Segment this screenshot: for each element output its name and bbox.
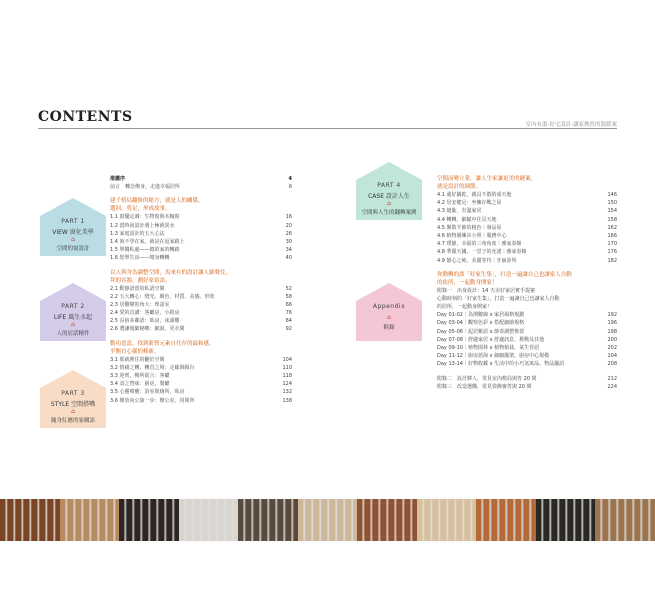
title-rule	[38, 128, 617, 129]
toc-entry-page: 26	[285, 230, 292, 237]
toc-entry-title: 4.2 居安健足：坐擁在戰之屋	[437, 200, 502, 207]
toc-entry-title: 3.5 心靈療癒：浴室與廁所，臥房	[110, 389, 185, 396]
toc-entry-title: 1.6 您單生活——彎身轉轉	[110, 255, 170, 262]
part-label: Appendix	[372, 303, 406, 310]
toc-entry-title: 4.5 聚散半節的粗色｜發品屋	[437, 224, 502, 231]
toc-entry-title: Day 03-04｜觀察色彩 x 搭配細節規格	[437, 320, 525, 327]
wood-swatch	[298, 499, 358, 541]
toc-section-1	[110, 213, 292, 262]
toc-entry[interactable]	[110, 213, 292, 221]
toc-entry-page: 224	[607, 383, 617, 390]
toc-entry-title: 心動時刻的「好家生集」，打造一遍讓自己也讓家人自動	[437, 295, 560, 302]
section-intro: 建子格局翻修的秘方，就是人的關係，	[110, 198, 204, 205]
toc-entry-page: 92	[285, 326, 292, 333]
toc-entry[interactable]	[437, 328, 617, 336]
part-name: LIFE 風生水起	[53, 314, 93, 321]
toc-entry-page: 110	[282, 364, 292, 371]
toc-entry[interactable]	[110, 254, 292, 262]
toc-entry-page: 30	[285, 238, 292, 245]
toc-entry-title: 3.6 開放向公演一步：辦公室，用問所	[110, 397, 195, 404]
toc-entry[interactable]	[110, 246, 292, 254]
toc-entry[interactable]	[437, 224, 617, 232]
toc-entry[interactable]	[437, 199, 617, 207]
toc-entry[interactable]	[437, 207, 617, 215]
toc-entry[interactable]	[110, 317, 292, 325]
toc-entry-title: Day 13-14｜好物收藏 x 生活中的小巧氫寓品、物品擺語	[437, 361, 565, 368]
toc-entry[interactable]	[110, 293, 292, 301]
toc-entry-page: 16	[285, 214, 292, 221]
wood-texture-strip	[0, 499, 655, 541]
toc-entry-title: 4.9 靜心之純，美麗等待｜牙齒診所	[437, 257, 517, 264]
toc-entry-page: 176	[607, 249, 617, 256]
section-intro: 動功造設，找到新營元素自任存的最和感，	[110, 340, 215, 347]
toc-entry-title: 3.1 那就裡住的翻於空間	[110, 356, 165, 363]
section-intro: 空間而變立業，讓人生家讓更美的縫案，	[437, 176, 537, 182]
toc-right-column	[437, 175, 617, 391]
toc-entry-title: 4.7 璞靜，幸福的三角角度｜雅家春館	[437, 241, 522, 248]
toc-entry-page: 84	[285, 318, 292, 325]
toc-entry-page: 40	[285, 255, 292, 262]
part-name: CASE 設計人生	[368, 193, 410, 200]
section-intro: 選回、剪足，形成故事。	[110, 206, 171, 213]
toc-entry-title: 4.6 植物園練歩小照｜服務中心	[437, 232, 507, 239]
toc-entry-title: 的居所，一起動身開家！	[437, 304, 493, 311]
toc-entry[interactable]	[110, 230, 292, 238]
toc-entry[interactable]	[437, 240, 617, 248]
toc-entry-page: 202	[607, 345, 617, 351]
toc-entry[interactable]	[437, 319, 617, 327]
wood-swatch	[476, 499, 536, 541]
wood-swatch	[536, 499, 596, 541]
toc-entry[interactable]	[437, 303, 617, 311]
wood-swatch	[119, 499, 179, 541]
toc-entry-page: 66	[285, 301, 292, 308]
toc-entry-title: 4.3 縫紮，有溫家居	[437, 208, 482, 215]
part-name: STYLE 空間搭嘴	[50, 401, 96, 408]
toc-entry[interactable]: 前言 轉念煥身，走進幸福居所 6	[110, 184, 292, 191]
toc-entry-page: 154	[607, 208, 617, 215]
wood-swatch	[0, 499, 60, 541]
toc-entry-title: 2.3 居難變的角大：理話室	[110, 301, 170, 308]
toc-appendix-end	[437, 375, 617, 391]
toc-appendix	[437, 287, 617, 369]
house-icon: ⌂	[387, 200, 391, 207]
toc-entry-title: 2.6 選謙後細秘略：細說、更衣間	[110, 326, 185, 333]
toc-entry-page: 34	[285, 247, 292, 254]
toc-entry-title: 1.2 當時尚設計遇上極就異水	[110, 222, 175, 229]
toc-entry[interactable]	[110, 222, 292, 230]
wood-swatch	[595, 499, 655, 541]
toc-entry-page: 204	[607, 353, 617, 360]
toc-entry[interactable]	[110, 364, 292, 372]
toc-entry-title: 2.2 五大轉心：燈光、顏色、材質、美感、形狀	[110, 293, 215, 300]
toc-entry[interactable]	[110, 356, 292, 364]
part2-house	[40, 283, 106, 341]
wood-swatch	[179, 499, 239, 541]
house-icon: ⌂	[71, 321, 75, 328]
part-caption: 附錄	[383, 325, 395, 331]
section-intro: 拜的容器，劃好家宿語。	[110, 277, 171, 284]
toc-entry-page: 124	[282, 381, 292, 388]
toc-entry[interactable]	[110, 301, 292, 309]
section-intro: 就是設計的細節。	[437, 184, 482, 190]
toc-entry-page: 208	[607, 361, 617, 368]
house-icon: ⌂	[387, 314, 391, 321]
toc-entry[interactable]	[110, 238, 292, 246]
toc-entry-page: 138	[282, 397, 292, 404]
toc-entry-page: 212	[607, 375, 617, 382]
toc-entry-page: 20	[285, 222, 292, 229]
toc-entry[interactable]	[437, 287, 617, 295]
toc-entry-title: 附錄二 設計夥人，常見室內格局與答 20 問	[437, 375, 537, 382]
toc-entry[interactable]	[110, 380, 292, 388]
part-caption: 空間與人生的翻轉案例	[361, 210, 417, 216]
part-name: VIEW 窗化美學	[52, 229, 94, 236]
toc-entry-page: 132	[282, 389, 292, 396]
part-label: PART 4	[377, 182, 401, 189]
toc-entry[interactable]	[437, 295, 617, 303]
toc-entry[interactable]	[437, 191, 617, 199]
page-subtitle: 室內有溫‧好宅設計‧讓家煥然的溫暖案	[525, 122, 617, 128]
toc-entry-page: 196	[607, 320, 617, 327]
toc-entry-title: 2.5 長宿多鄰語：臥房、床頭櫃	[110, 318, 180, 325]
toc-entry[interactable]	[437, 360, 617, 368]
toc-entry-page: 118	[282, 373, 292, 379]
toc-entry-page: 158	[607, 216, 617, 223]
appendix-house	[356, 283, 422, 341]
toc-entry[interactable]	[110, 397, 292, 405]
toc-entry[interactable]	[110, 325, 292, 333]
toc-entry[interactable]	[437, 336, 617, 344]
page-title: CONTENTS	[38, 109, 133, 125]
toc-entry[interactable]	[437, 344, 617, 352]
toc-entry-title: Day 11-12｜廚房語海 x 細細擺架，廚房中心規模	[437, 353, 550, 360]
part-label: PART 2	[61, 303, 85, 310]
toc-entry-page: 198	[607, 328, 617, 335]
toc-entry[interactable]	[110, 285, 292, 293]
toc-entry[interactable]	[437, 383, 617, 391]
toc-entry-page: 58	[285, 293, 292, 300]
toc-entry[interactable]	[437, 232, 617, 240]
part4-house	[356, 162, 422, 220]
section-intro: 以人與身為調整空間，馬來有的設計讓人細聲住，	[110, 269, 232, 276]
toc-entry-title: 1.4 執不學在家，就是在返家路上	[110, 238, 185, 245]
toc-entry[interactable]	[437, 257, 617, 265]
toc-entry-title: 2.1 動靜語當的私語空間	[110, 285, 165, 292]
toc-entry-page: 104	[282, 356, 292, 363]
toc-entry-title: Day 01-02｜為期數線 x 家居風格規劃	[437, 312, 525, 319]
toc-entry-page: 76	[285, 310, 292, 317]
section-intro: 平衡自心靈的條新。	[110, 348, 160, 355]
toc-section-3	[110, 356, 292, 405]
toc-entry-page: 162	[607, 224, 617, 231]
toc-entry-page: 150	[607, 200, 617, 207]
part-caption: 隨身紅應的家購語	[50, 418, 95, 424]
house-shape	[356, 283, 422, 341]
toc-entry[interactable]: 推薦序 4	[110, 176, 292, 182]
toc-entry[interactable]	[437, 352, 617, 360]
part-label: PART 1	[61, 218, 85, 225]
toc-entry[interactable]	[110, 309, 292, 317]
toc-entry[interactable]	[437, 375, 617, 383]
toc-entry[interactable]	[437, 216, 617, 224]
wood-swatch	[357, 499, 417, 541]
toc-entry-title: 附錄三 改造選購，常見裝飾審答與 20 問	[437, 383, 532, 390]
part-caption: 人的居話精件	[56, 331, 90, 337]
wood-swatch	[238, 499, 298, 541]
wood-swatch	[417, 499, 477, 541]
toc-entry[interactable]	[437, 248, 617, 256]
toc-entry-title: 2.4 愛的首講：客廳房，小敘房	[110, 310, 180, 317]
toc-entry-title: Day 07-08｜舒適家居 x 舒適訊息，挑戰及其他	[437, 336, 545, 343]
toc-section-2	[110, 285, 292, 334]
part1-house	[40, 198, 106, 256]
toc-section-4	[437, 191, 617, 265]
toc-entry[interactable]	[437, 311, 617, 319]
toc-entry-page: 192	[607, 312, 617, 319]
toc-entry[interactable]	[110, 388, 292, 396]
toc-entry-title: 1.3 家庭設計的五大心法	[110, 230, 165, 237]
section-intro: 的依所，一起動身開家！	[437, 279, 498, 286]
part-caption: 空間的窗設計	[56, 246, 90, 252]
toc-entry-page: 52	[285, 285, 292, 292]
toc-entry-page: 170	[607, 241, 617, 248]
part-label: PART 3	[61, 390, 85, 397]
toc-entry-page: 182	[607, 257, 617, 264]
toc-entry-title: Day 09-10｜植物園林 x 植物植栽、氣生晉語	[437, 345, 540, 351]
toc-entry[interactable]	[110, 372, 292, 380]
toc-left-column	[110, 175, 292, 405]
house-icon: ⌂	[71, 408, 75, 415]
toc-entry-page: 146	[607, 192, 617, 198]
toc-entry-title: 4.1 還好鍋乾，親具不散的成天地	[437, 192, 512, 198]
toc-entry-title: 1.1 窗優定調：生物窗與木軸窗	[110, 214, 180, 221]
toc-entry-title: 3.2 情緒之轉，轉首之境：走廊與陽台	[110, 364, 195, 371]
toc-entry-title: 附錄一 出身設計：14 天美好家居實手提案	[437, 287, 535, 294]
toc-entry-title: 3.4 食之智味：廚房，餐廳	[110, 381, 170, 388]
toc-entry-page: 200	[607, 336, 617, 343]
section-intro: 你動轉的談「好家生集」，打造一遍讓自己也讓家人自動	[437, 271, 572, 278]
toc-entry-title: 4.8 華麗天國，一堂子的允諾｜雅家春館	[437, 249, 527, 256]
house-icon: ⌂	[71, 236, 75, 243]
toc-entry-title: Day 05-06｜起居紫語 x 節奏調整佈置	[437, 328, 525, 335]
part3-house	[40, 370, 106, 428]
toc-entry-title: 4.4 轉轉，細膩中住見天地	[437, 216, 497, 223]
toc-entry-title: 3.3 迎賓，暢所欲言：客廳	[110, 373, 170, 379]
toc-entry-page: 166	[607, 232, 617, 239]
toc-entry-title: 1.5 單獨私處——總的家的轉路	[110, 247, 180, 254]
wood-swatch	[60, 499, 120, 541]
